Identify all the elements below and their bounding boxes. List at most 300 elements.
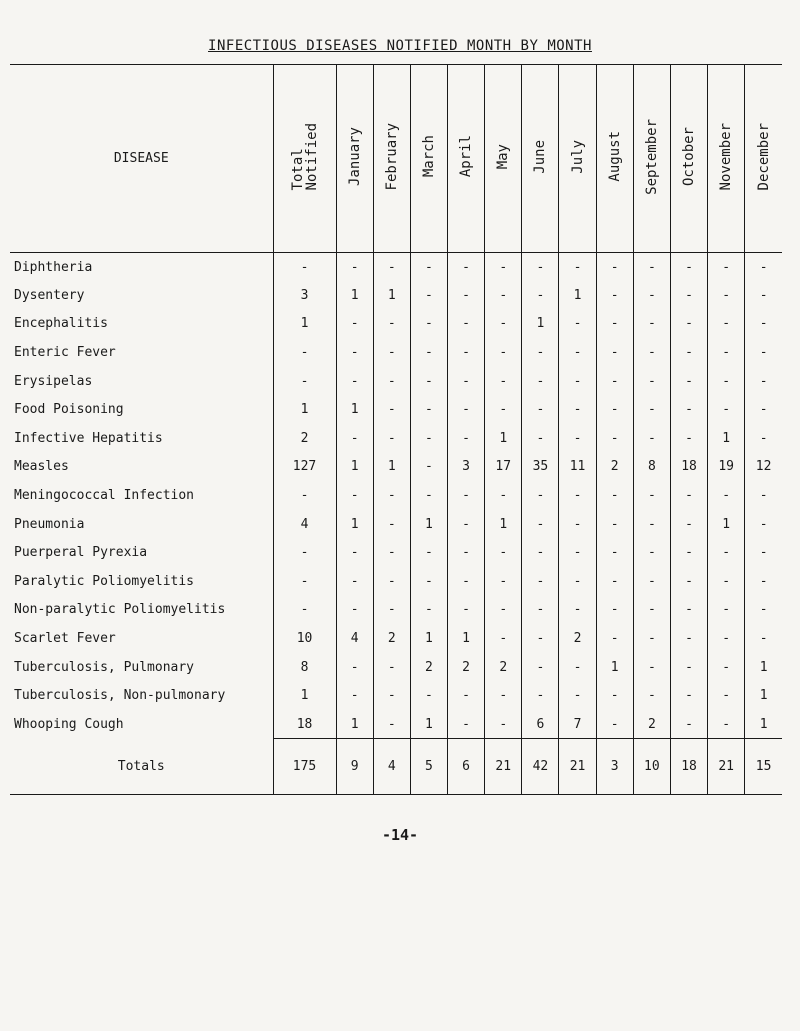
month-cell: - (336, 310, 373, 339)
month-cell: 18 (670, 453, 707, 482)
month-cell: - (633, 681, 670, 710)
totals-label: Totals (10, 739, 273, 795)
month-cell: 1 (485, 510, 522, 539)
month-cell: - (559, 424, 596, 453)
month-cell: - (485, 624, 522, 653)
disease-name: Enteric Fever (14, 345, 116, 361)
table-body (10, 253, 782, 795)
month-cell: - (522, 424, 559, 453)
month-cell: - (336, 338, 373, 367)
month-cell: - (410, 453, 447, 482)
month-total-cell: 6 (448, 739, 485, 795)
month-cell: - (745, 481, 782, 510)
table-row (10, 338, 782, 367)
month-cell: - (596, 538, 633, 567)
month-cell: - (448, 481, 485, 510)
month-cell: 7 (559, 710, 596, 739)
month-cell: - (670, 681, 707, 710)
month-cell: - (336, 253, 373, 282)
month-cell: - (708, 596, 745, 625)
month-column-header (708, 65, 745, 253)
month-cell: 1 (336, 453, 373, 482)
month-cell: - (522, 653, 559, 682)
month-header-label: February (383, 122, 400, 191)
disease-name: Food Poisoning (14, 402, 124, 418)
month-cell: - (708, 481, 745, 510)
month-cell: - (670, 310, 707, 339)
month-header-label: May (495, 143, 512, 170)
month-cell: - (708, 710, 745, 739)
month-cell: - (336, 653, 373, 682)
month-cell: - (633, 367, 670, 396)
month-cell: - (485, 281, 522, 310)
month-cell: 11 (559, 453, 596, 482)
month-cell: - (596, 681, 633, 710)
month-cell: - (745, 338, 782, 367)
month-cell: - (373, 567, 410, 596)
month-cell: - (633, 596, 670, 625)
month-cell: 1 (485, 424, 522, 453)
month-cell: 1 (373, 281, 410, 310)
month-total-cell: 21 (559, 739, 596, 795)
month-cell: - (485, 596, 522, 625)
month-cell: - (708, 395, 745, 424)
month-cell: - (670, 624, 707, 653)
disease-name: Non-paralytic Poliomyelitis (14, 602, 226, 618)
month-cell: - (670, 367, 707, 396)
month-cell: - (596, 253, 633, 282)
month-total-cell: 3 (596, 739, 633, 795)
month-cell: - (708, 567, 745, 596)
total-cell: 10 (273, 624, 336, 653)
month-header-label: December (755, 122, 772, 191)
month-cell: - (670, 395, 707, 424)
month-cell: - (522, 681, 559, 710)
month-cell: - (559, 681, 596, 710)
month-cell: - (485, 253, 522, 282)
month-cell: - (448, 338, 485, 367)
month-cell: - (522, 367, 559, 396)
month-cell: - (410, 395, 447, 424)
month-cell: - (448, 710, 485, 739)
month-cell: - (559, 481, 596, 510)
month-cell: - (670, 253, 707, 282)
month-cell: - (485, 481, 522, 510)
month-cell: 1 (410, 510, 447, 539)
month-cell: - (373, 253, 410, 282)
month-cell: 1 (336, 395, 373, 424)
month-cell: - (410, 424, 447, 453)
month-column-header (485, 65, 522, 253)
month-cell: - (522, 281, 559, 310)
month-cell: - (633, 281, 670, 310)
disease-name: Encephalitis (14, 316, 108, 332)
month-cell: - (485, 367, 522, 396)
table-row (10, 367, 782, 396)
month-cell: - (448, 395, 485, 424)
month-column-header (633, 65, 670, 253)
month-cell: - (633, 510, 670, 539)
month-cell: - (448, 253, 485, 282)
month-cell: - (373, 338, 410, 367)
month-column-header (559, 65, 596, 253)
month-cell: - (633, 338, 670, 367)
month-cell: - (373, 710, 410, 739)
month-cell: - (448, 510, 485, 539)
table-row (10, 453, 782, 482)
month-cell: - (410, 281, 447, 310)
month-cell: - (633, 653, 670, 682)
month-column-header (522, 65, 559, 253)
month-cell: - (336, 681, 373, 710)
total-header-label: Total Notified (289, 122, 320, 191)
month-cell: - (596, 310, 633, 339)
month-cell: 1 (708, 424, 745, 453)
month-cell: - (670, 567, 707, 596)
month-cell: 3 (448, 453, 485, 482)
month-cell: - (559, 338, 596, 367)
month-cell: - (522, 338, 559, 367)
month-cell: - (336, 596, 373, 625)
table-row (10, 681, 782, 710)
total-cell: - (273, 338, 336, 367)
total-cell: 8 (273, 653, 336, 682)
total-cell: 1 (273, 310, 336, 339)
total-cell: 127 (273, 453, 336, 482)
month-cell: - (670, 510, 707, 539)
month-cell: - (708, 253, 745, 282)
disease-name: Pneumonia (14, 516, 85, 532)
month-cell: - (522, 538, 559, 567)
month-cell: - (708, 338, 745, 367)
month-cell: - (485, 567, 522, 596)
month-header-label: March (420, 135, 437, 178)
table-row (10, 596, 782, 625)
month-cell: 1 (559, 281, 596, 310)
month-cell: - (522, 253, 559, 282)
total-cell: 4 (273, 510, 336, 539)
month-cell: - (373, 424, 410, 453)
month-cell: - (373, 653, 410, 682)
month-cell: - (448, 567, 485, 596)
total-cell: 3 (273, 281, 336, 310)
month-cell: - (745, 538, 782, 567)
table-row (10, 624, 782, 653)
month-total-cell: 4 (373, 739, 410, 795)
month-cell: - (336, 481, 373, 510)
table-row (10, 567, 782, 596)
month-column-header (670, 65, 707, 253)
month-cell: 1 (522, 310, 559, 339)
month-column-header (745, 65, 782, 253)
month-cell: 1 (745, 681, 782, 710)
table-row (10, 281, 782, 310)
total-cell: - (273, 538, 336, 567)
month-cell: - (708, 538, 745, 567)
month-column-header (448, 65, 485, 253)
month-cell: - (670, 481, 707, 510)
disease-name: Diphtheria (14, 259, 93, 275)
disease-name: Scarlet Fever (14, 631, 116, 647)
month-cell: - (410, 338, 447, 367)
disease-name: Tuberculosis, Pulmonary (14, 659, 195, 675)
month-cell: 19 (708, 453, 745, 482)
month-cell: 2 (559, 624, 596, 653)
disease-name: Erysipelas (14, 373, 93, 389)
month-cell: - (559, 596, 596, 625)
month-cell: 1 (745, 653, 782, 682)
total-column-header (273, 65, 336, 253)
month-column-header (336, 65, 373, 253)
table-row (10, 510, 782, 539)
month-column-header (410, 65, 447, 253)
month-cell: 2 (448, 653, 485, 682)
month-total-cell: 5 (410, 739, 447, 795)
month-cell: 4 (336, 624, 373, 653)
total-cell: 1 (273, 681, 336, 710)
header-row (10, 65, 782, 253)
month-cell: 2 (373, 624, 410, 653)
page-title: INFECTIOUS DISEASES NOTIFIED MONTH BY MONTH (208, 38, 592, 54)
month-cell: 1 (448, 624, 485, 653)
month-cell: - (708, 281, 745, 310)
month-cell: 6 (522, 710, 559, 739)
month-cell: - (745, 310, 782, 339)
month-header-label: September (643, 118, 660, 195)
disease-name: Puerperal Pyrexia (14, 545, 148, 561)
month-cell: - (745, 510, 782, 539)
month-cell: - (336, 538, 373, 567)
month-header-label: January (346, 126, 363, 186)
month-total-cell: 18 (670, 739, 707, 795)
month-cell: 2 (633, 710, 670, 739)
month-cell: - (559, 567, 596, 596)
total-cell: - (273, 567, 336, 596)
month-cell: - (522, 624, 559, 653)
table-row (10, 481, 782, 510)
notifications-table (10, 64, 782, 795)
table-row (10, 538, 782, 567)
month-cell: - (448, 281, 485, 310)
month-cell: 1 (336, 710, 373, 739)
month-cell: - (745, 624, 782, 653)
month-cell: - (448, 681, 485, 710)
month-cell: - (670, 596, 707, 625)
month-total-cell: 42 (522, 739, 559, 795)
month-cell: - (373, 681, 410, 710)
month-cell: 12 (745, 453, 782, 482)
month-cell: - (633, 481, 670, 510)
table-row (10, 395, 782, 424)
month-cell: - (522, 596, 559, 625)
month-cell: - (522, 510, 559, 539)
month-cell: - (670, 281, 707, 310)
month-cell: - (670, 538, 707, 567)
month-cell: - (373, 367, 410, 396)
month-cell: - (559, 395, 596, 424)
month-cell: - (596, 281, 633, 310)
month-cell: 1 (410, 710, 447, 739)
month-cell: - (633, 424, 670, 453)
month-cell: - (485, 310, 522, 339)
month-cell: - (633, 253, 670, 282)
month-total-cell: 21 (708, 739, 745, 795)
month-total-cell: 10 (633, 739, 670, 795)
month-cell: - (633, 567, 670, 596)
month-cell: - (373, 538, 410, 567)
month-cell: - (522, 481, 559, 510)
month-cell: - (373, 310, 410, 339)
month-cell: 2 (410, 653, 447, 682)
month-cell: - (559, 253, 596, 282)
total-cell: - (273, 481, 336, 510)
month-cell: 1 (708, 510, 745, 539)
month-cell: - (633, 624, 670, 653)
month-cell: - (485, 681, 522, 710)
month-cell: - (708, 310, 745, 339)
month-cell: - (485, 395, 522, 424)
month-cell: 2 (485, 653, 522, 682)
table-row (10, 310, 782, 339)
month-cell: - (410, 253, 447, 282)
month-cell: - (448, 424, 485, 453)
month-cell: 8 (633, 453, 670, 482)
month-cell: - (522, 395, 559, 424)
month-cell: - (708, 681, 745, 710)
month-cell: - (596, 510, 633, 539)
month-cell: - (559, 310, 596, 339)
month-header-label: April (458, 135, 475, 178)
disease-name: Paralytic Poliomyelitis (14, 573, 195, 589)
month-cell: - (633, 395, 670, 424)
month-cell: - (745, 395, 782, 424)
month-cell: - (670, 653, 707, 682)
month-cell: - (336, 424, 373, 453)
month-total-cell: 21 (485, 739, 522, 795)
month-header-label: November (718, 122, 735, 191)
disease-name: Whooping Cough (14, 716, 124, 732)
month-cell: - (448, 596, 485, 625)
disease-name: Infective Hepatitis (14, 430, 163, 446)
month-cell: - (559, 538, 596, 567)
disease-name: Meningococcal Infection (14, 488, 195, 504)
month-cell: - (559, 653, 596, 682)
month-cell: 1 (745, 710, 782, 739)
month-cell: - (596, 338, 633, 367)
month-cell: - (596, 567, 633, 596)
month-cell: - (559, 367, 596, 396)
total-cell: - (273, 253, 336, 282)
month-cell: - (596, 710, 633, 739)
month-cell: - (745, 367, 782, 396)
month-cell: - (410, 367, 447, 396)
month-cell: - (745, 253, 782, 282)
month-header-label: August (606, 131, 623, 182)
month-cell: - (596, 624, 633, 653)
month-cell: - (596, 424, 633, 453)
month-cell: - (410, 538, 447, 567)
month-cell: 1 (336, 510, 373, 539)
month-total-cell: 9 (336, 739, 373, 795)
disease-name: Dysentery (14, 287, 85, 303)
month-cell: 1 (373, 453, 410, 482)
month-cell: - (745, 567, 782, 596)
page-number: -14- (381, 826, 419, 844)
month-cell: - (410, 681, 447, 710)
disease-header-label: DISEASE (113, 151, 169, 166)
month-cell: - (373, 510, 410, 539)
month-header-label: October (681, 126, 698, 186)
month-cell: - (373, 481, 410, 510)
month-cell: - (448, 538, 485, 567)
total-cell: 2 (273, 424, 336, 453)
month-cell: - (745, 281, 782, 310)
month-cell: - (410, 596, 447, 625)
month-cell: - (485, 338, 522, 367)
table-row (10, 424, 782, 453)
month-cell: - (708, 653, 745, 682)
month-cell: - (596, 395, 633, 424)
month-cell: - (633, 310, 670, 339)
table-row (10, 653, 782, 682)
month-cell: 1 (596, 653, 633, 682)
total-cell: - (273, 367, 336, 396)
disease-name: Measles (14, 459, 69, 475)
month-cell: - (633, 538, 670, 567)
month-cell: - (336, 567, 373, 596)
month-cell: - (559, 510, 596, 539)
month-cell: - (670, 710, 707, 739)
month-cell: - (522, 567, 559, 596)
month-cell: - (670, 338, 707, 367)
month-total-cell: 15 (745, 739, 782, 795)
month-cell: - (485, 710, 522, 739)
total-cell: 1 (273, 395, 336, 424)
total-cell: 18 (273, 710, 336, 739)
month-cell: - (448, 367, 485, 396)
month-cell: 35 (522, 453, 559, 482)
disease-column-header (10, 65, 273, 253)
month-cell: - (373, 596, 410, 625)
month-column-header (596, 65, 633, 253)
table-row (10, 253, 782, 282)
table-row (10, 710, 782, 739)
month-cell: - (708, 367, 745, 396)
grand-total-cell: 175 (273, 739, 336, 795)
month-cell: - (670, 424, 707, 453)
month-cell: - (596, 596, 633, 625)
totals-row (10, 739, 782, 795)
month-cell: - (745, 596, 782, 625)
month-cell: - (410, 310, 447, 339)
month-cell: 17 (485, 453, 522, 482)
month-cell: 1 (336, 281, 373, 310)
month-cell: - (410, 481, 447, 510)
month-column-header (373, 65, 410, 253)
month-header-label: July (569, 139, 586, 174)
month-cell: - (373, 395, 410, 424)
month-cell: - (336, 367, 373, 396)
month-cell: - (745, 424, 782, 453)
month-cell: - (708, 624, 745, 653)
month-cell: - (596, 481, 633, 510)
month-header-label: June (532, 139, 549, 174)
month-cell: - (410, 567, 447, 596)
month-cell: 2 (596, 453, 633, 482)
month-cell: - (596, 367, 633, 396)
month-cell: - (448, 310, 485, 339)
month-cell: 1 (410, 624, 447, 653)
